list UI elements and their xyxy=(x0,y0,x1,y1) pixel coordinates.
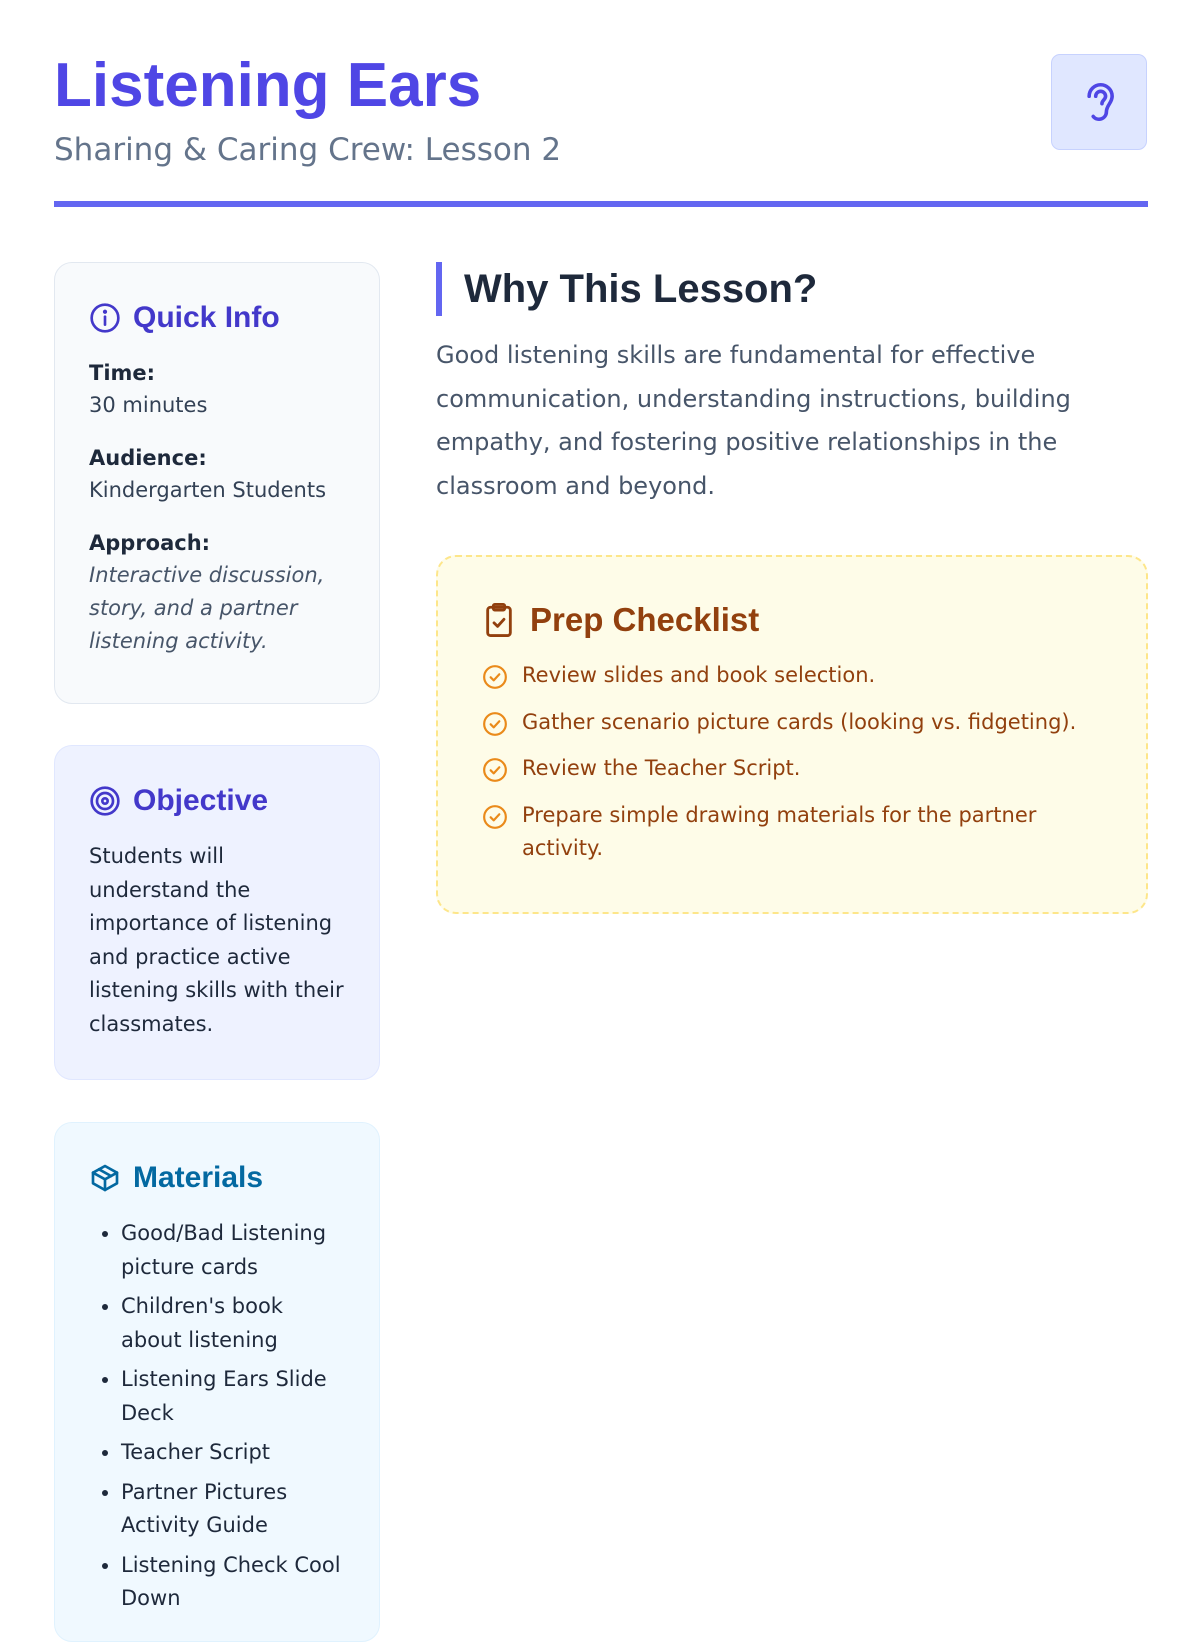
list-item: • Partner Pictures Activity Guide xyxy=(121,1476,349,1543)
time-label: Time: xyxy=(89,361,156,385)
materials-title: Materials xyxy=(133,1161,264,1194)
check-circle-icon xyxy=(482,804,508,830)
check-circle-icon xyxy=(482,711,508,737)
audience-value: Kindergarten Students xyxy=(89,478,327,502)
objective-text: Students will understand the importance of listening and practice active listening skills with their classmates. xyxy=(89,844,344,1036)
objective-heading xyxy=(89,784,349,818)
approach-label: Approach: xyxy=(89,531,211,555)
page-subtitle: Sharing & Caring Crew: Lesson 2 xyxy=(54,132,562,168)
list-item xyxy=(482,752,1106,786)
list-item: • Good/Bad Listening picture cards xyxy=(121,1217,349,1284)
list-item: • Listening Check Cool Down xyxy=(121,1549,349,1616)
info-icon xyxy=(89,302,121,334)
box-icon xyxy=(89,1162,121,1194)
quick-info-card xyxy=(54,262,380,704)
prep-item-text: Gather scenario picture cards (looking vs. fidgeting). xyxy=(522,709,1077,734)
list-item: • Listening Ears Slide Deck xyxy=(121,1363,349,1430)
materials-heading xyxy=(89,1161,349,1195)
audience-label: Audience: xyxy=(89,446,207,470)
why-text: Good listening skills are fundamental for effective communication, understanding instructions, building empathy, and fostering positive relationships in the classroom and beyond. xyxy=(436,341,1071,500)
quick-info-time xyxy=(89,357,349,422)
prep-checklist-card xyxy=(436,555,1148,914)
approach-value: Interactive discussion, story, and a partner listening activity. xyxy=(89,563,325,653)
prep-item-text: Review the Teacher Script. xyxy=(522,756,801,780)
why-heading: Why This Lesson? xyxy=(436,262,1148,316)
target-icon xyxy=(89,785,121,817)
list-item xyxy=(482,706,1106,740)
quick-info-heading xyxy=(89,301,349,335)
prep-item-text: Review slides and book selection. xyxy=(522,663,876,687)
materials-card xyxy=(54,1122,380,1642)
check-circle-icon xyxy=(482,757,508,783)
time-value: 30 minutes xyxy=(89,393,208,417)
lesson-header xyxy=(54,48,1148,170)
prep-list xyxy=(482,659,1106,866)
quick-info-title: Quick Info xyxy=(133,301,280,334)
page-title: Listening Ears xyxy=(54,51,482,120)
prep-title: Prep Checklist xyxy=(530,601,760,638)
list-item: • Children's book about listening xyxy=(121,1290,349,1357)
quick-info-audience xyxy=(89,442,349,507)
objective-card xyxy=(54,745,380,1080)
list-item xyxy=(482,799,1106,866)
prep-heading xyxy=(482,601,1106,639)
why-section xyxy=(436,262,1148,508)
header-divider xyxy=(54,201,1148,207)
check-circle-icon xyxy=(482,664,508,690)
prep-item-text: Prepare simple drawing materials for the partner activity. xyxy=(522,802,1037,860)
list-item: • Teacher Script xyxy=(121,1436,349,1470)
quick-info-approach xyxy=(89,527,349,658)
materials-list xyxy=(89,1217,349,1616)
list-item xyxy=(482,659,1106,693)
ear-icon xyxy=(1051,54,1147,150)
clipboard-check-icon xyxy=(482,601,516,639)
objective-title: Objective xyxy=(133,784,269,817)
